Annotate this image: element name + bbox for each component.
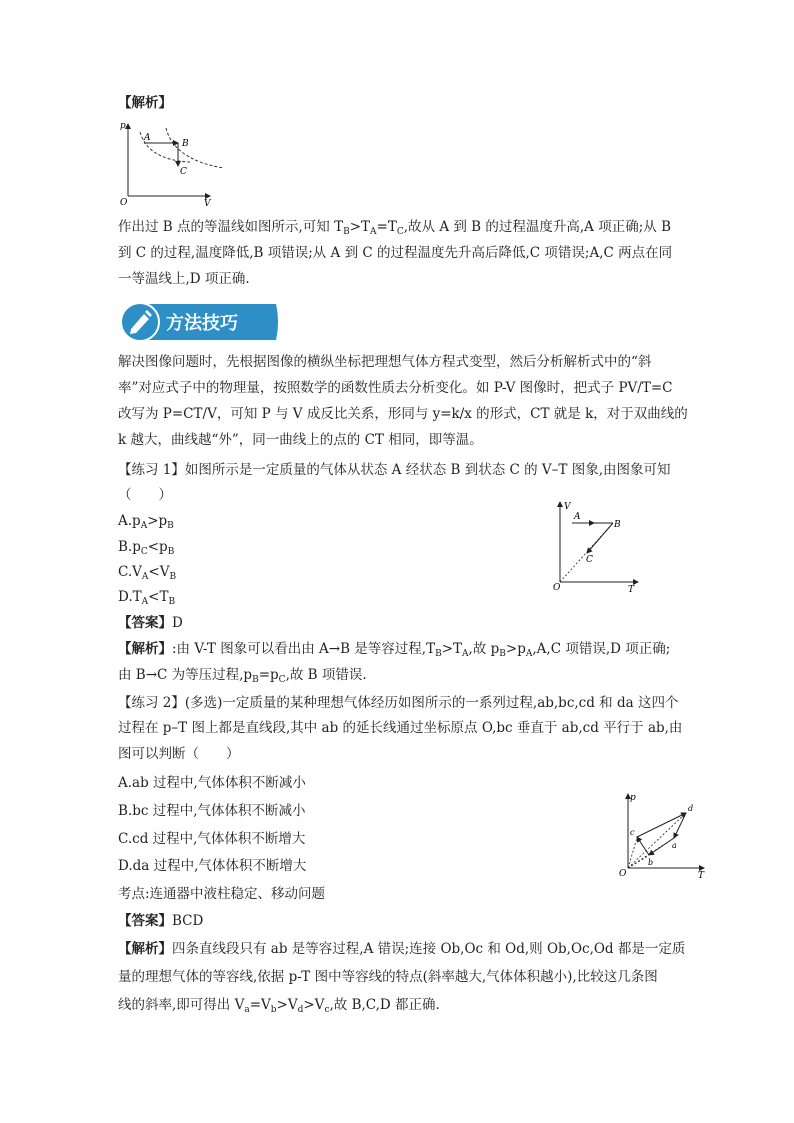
exercise1-question-line-1: 【练习 1】如图所示是一定质量的气体从状态 A 经状态 B 到状态 C 的 V–T 图象,由图象可知 [118,462,671,478]
point-label-a: A [574,512,581,522]
exercise2-analysis-line-1: 【解析】四条直线段只有 ab 是等容过程,A 错误;连接 Ob,Oc 和 Od,则 Ob,Oc,Od 都是一定质 [118,941,686,957]
line-o-to-b [628,856,648,868]
exercise2-question-line-2: 过程在 p–T 图上都是直线段,其中 ab 的延长线通过坐标原点 O,bc 垂直于 ab,cd 平行于 ab,由 [118,720,683,736]
exercise2-option-b: B.bc 过程中,气体体积不断减小 [118,803,306,819]
exercise2-answer: 【答案】BCD [118,913,204,929]
analysis1-line-3: 一等温线上,D 项正确. [118,271,250,287]
point-label-a: A [144,133,151,143]
origin-label: O [553,583,561,593]
axis-label-t: T [698,871,705,880]
point-label-c: c [630,828,635,837]
exercise1-option-c: $C.V_A<V_B$ [118,564,177,582]
axis-label-p: p [630,793,636,803]
exercise2-question-line-3: 图可以判断（ ） [118,746,240,762]
analysis1-line-1: 作出过 B 点的等温线如图所示,可知 $T_B>T_A=T_C$,故从 A 到 B 的过程温度升高,A 项正确;从 B [118,219,671,237]
exercise1-analysis-line-2: 由 B→C 为等压过程$,p_B=p_C$,故 B 项错误. [118,667,367,685]
exercise2-option-a: A.ab 过程中,气体体积不断减小 [118,775,306,791]
axis-label-v: V [564,502,571,512]
method-line-2: 率”对应式子中的物理量，按照数学的函数性质去分析变化。如 P-V 图像时，把式子 PV/T=C [118,380,673,396]
pt-graph-figure [616,788,710,880]
exercise1-option-a: $A.p_A>p_B$ [118,513,174,531]
origin-label: O [120,198,128,208]
point-label-c: C [586,555,593,565]
exercise2-question-line-1: 【练习 2】(多选)一定质量的某种理想气体经历如图所示的一系列过程,ab,bc,cd 和 da 这四个 [118,695,679,711]
exercise2-kaodian: 考点:连通器中液柱稳定、移动问题 [118,886,326,902]
isotherm-curve-b [166,128,224,168]
method-line-3: 改写为 P=CT/V，可知 P 与 V 成反比关系，形同与 y=k/x 的形式，CT 就是 k，对于双曲线的 [118,406,688,422]
process-a-to-b [649,838,674,855]
method-line-1: 解决图像问题时，先根据图像的横纵坐标把理想气体方程式变型，然后分析解析式中的“斜 [118,354,652,370]
exercise1-option-b: $B.p_C<p_B$ [118,539,175,557]
exercise1-question-line-2: （ ） [118,487,172,503]
process-b-to-c [637,837,649,855]
exercise1-analysis-line-1: 【解析】:由 V-T 图象可以看出由 A→B 是等容过程$,T_B>T_A$,故 $p_B>p_A,A,C$ 项错误,D 项正确; [118,641,671,659]
origin-label: O [619,869,627,879]
method-tips-banner [118,300,280,344]
point-label-c: C [180,167,187,177]
exercise2-option-d: D.da 过程中,气体体积不断增大 [118,858,307,874]
point-label-d: d [688,804,694,813]
axis-label-v: V [204,199,211,208]
exercise1-answer: 【答案】D [118,615,183,631]
axis-label-t: T [628,585,635,594]
point-label-b: B [182,139,189,149]
vt-graph-figure [550,496,646,594]
exercise2-analysis-line-3: 线的斜率,即可得出 $V_a=V_b>V_d>V_c$,故 B,C,D 都正确. [118,997,440,1015]
exercise1-option-d: $D.T_A<T_B$ [118,589,176,607]
process-d-to-a [674,813,686,838]
axis-label-p: p [120,121,126,131]
exercise2-option-c: C.cd 过程中,气体体积不断增大 [118,831,306,847]
exercise2-analysis-line-2: 量的理想气体的等容线,依据 p-T 图中等容线的特点(斜率越大,气体体积越小),比较这几条图 [118,969,658,985]
method-tips-title: 方法技巧 [166,313,238,334]
line-o-to-d [628,813,686,868]
point-label-b: b [648,858,654,867]
method-line-4: k 越大，曲线越“外”，同一曲线上的点的 CT 相同，即等温。 [118,432,483,448]
point-label-a: a [672,841,677,850]
pv-isotherm-figure [118,116,228,208]
process-b-to-c [587,523,613,553]
process-c-to-d [637,813,686,837]
point-label-b: B [614,520,621,530]
analysis1-line-2: 到 C 的过程,温度降低,B 项错误;从 A 到 C 的过程温度先升高后降低,C 项错误;A,C 两点在同 [118,245,673,261]
analysis-label: 【解析】 [118,95,172,111]
